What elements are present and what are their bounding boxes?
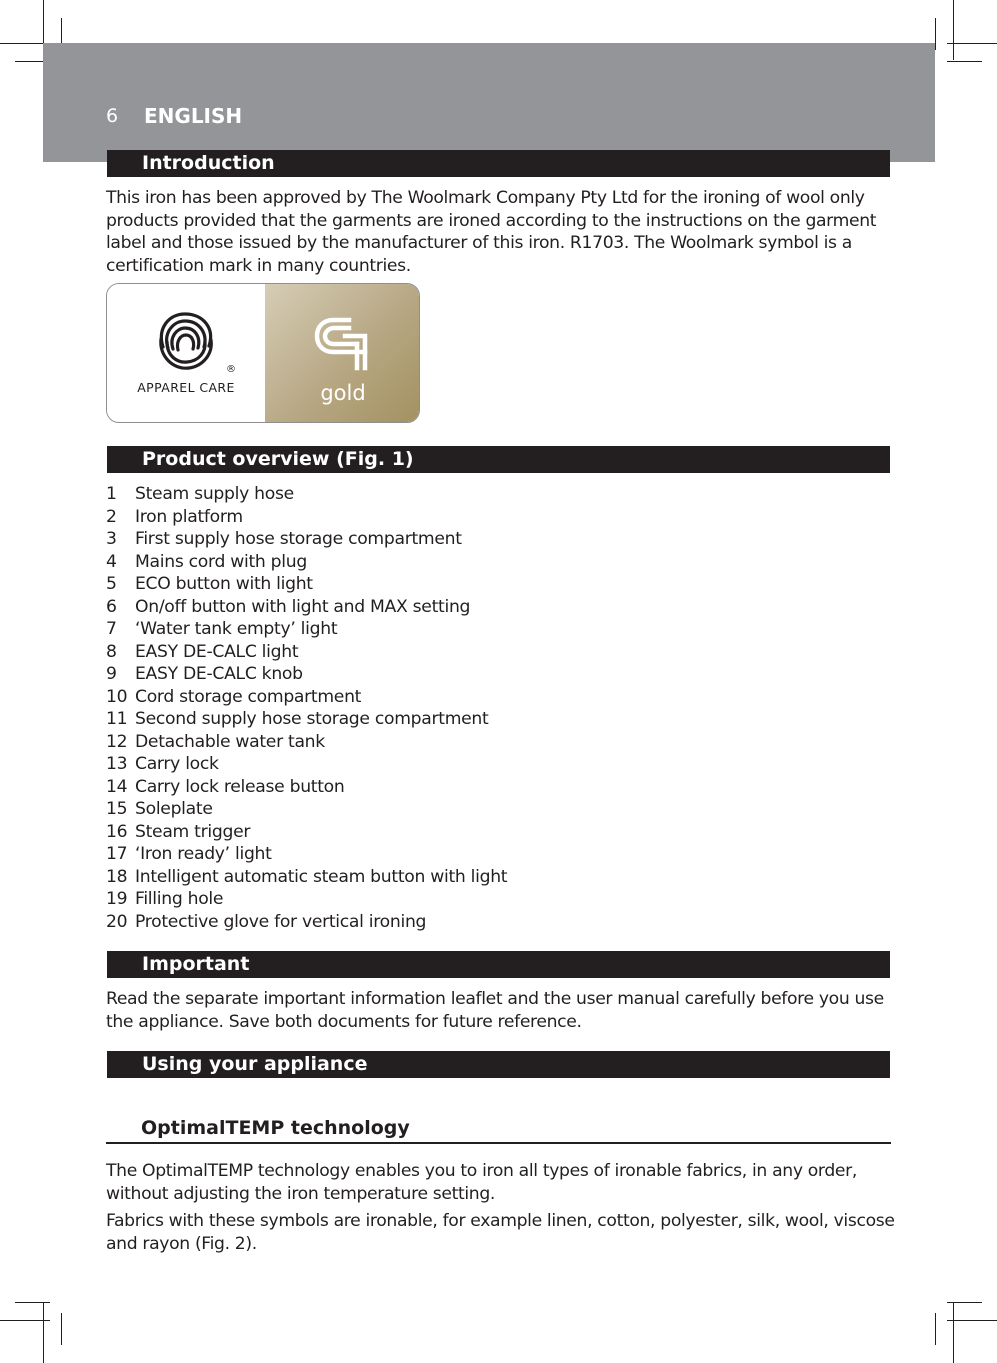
item-number: 7	[106, 619, 117, 639]
item-number: 8	[106, 641, 117, 662]
item-number: 4	[106, 551, 117, 572]
woolmark-logo	[106, 283, 420, 423]
item-label: ‘Iron ready’ light	[135, 844, 272, 864]
item-number: 20	[106, 911, 128, 932]
item-label: On/off button with light and MAX setting	[135, 596, 471, 617]
item-label: First supply hose storage compartment	[135, 529, 462, 549]
section-title: Using your appliance	[142, 1053, 368, 1075]
item-number: 16	[106, 821, 128, 842]
item-label: Second supply hose storage compartment	[135, 709, 489, 729]
gold-g-icon	[265, 284, 420, 384]
item-label: EASY DE-CALC light	[135, 641, 299, 662]
item-number: 5	[106, 574, 117, 594]
heading-rule	[106, 1142, 891, 1144]
section-title: Introduction	[142, 152, 275, 174]
crop-mark	[61, 1313, 62, 1345]
woolmark-apparel-care-panel	[107, 284, 265, 423]
language-label: ENGLISH	[144, 104, 243, 128]
item-label: Filling hole	[135, 889, 224, 909]
crop-mark	[947, 43, 997, 44]
crop-mark	[947, 1302, 982, 1303]
optimaltemp-paragraph-1: The OptimalTEMP technology enables you to iron all types of ironable fabrics, in any order, without adjusting the iron temperature setting.	[106, 1161, 857, 1204]
item-label: Protective glove for vertical ironing	[135, 911, 427, 932]
crop-mark	[935, 18, 936, 50]
item-number: 11	[106, 709, 128, 729]
section-title: Important	[142, 953, 250, 975]
page-number: 6	[106, 105, 119, 127]
item-label: Intelligent automatic steam button with light	[135, 866, 508, 887]
crop-mark	[15, 1302, 50, 1303]
section-bar-introduction	[107, 150, 890, 177]
item-number: 1	[106, 484, 117, 504]
item-number: 18	[106, 866, 128, 887]
item-number: 10	[106, 686, 128, 707]
item-label: Steam supply hose	[135, 484, 294, 504]
section-title: Product overview (Fig. 1)	[142, 448, 414, 470]
header-band	[43, 43, 935, 162]
item-number: 17	[106, 844, 128, 864]
registered-mark: ®	[226, 364, 236, 375]
crop-mark	[953, 0, 954, 60]
item-label: Iron platform	[135, 506, 243, 527]
item-number: 12	[106, 731, 128, 752]
crop-mark	[0, 1320, 50, 1321]
optimaltemp-heading: OptimalTEMP technology	[141, 1117, 410, 1139]
section-bar-using-appliance	[107, 1051, 890, 1078]
apparel-care-label: APPAREL CARE	[137, 380, 235, 395]
crop-mark	[935, 1313, 936, 1345]
intro-paragraph: This iron has been approved by The Woolmark Company Pty Ltd for the ironing of wool only products provided that the garments are ironed according to the instructions on the garment label and those issued by the manufacturer of this iron. R1703. The Woolmark symbol is a certification mark in many countries.	[106, 188, 877, 276]
item-label: ECO button with light	[135, 574, 313, 594]
woolmark-icon	[107, 284, 265, 384]
crop-mark	[43, 1303, 44, 1363]
important-paragraph: Read the separate important information leaflet and the user manual carefully before you use the appliance. Save both documents for future reference.	[106, 989, 884, 1032]
item-label: Mains cord with plug	[135, 551, 307, 572]
item-number: 14	[106, 776, 128, 797]
item-label: Detachable water tank	[135, 731, 325, 752]
item-number: 3	[106, 529, 117, 549]
item-number: 13	[106, 754, 128, 774]
woolmark-gold-panel	[265, 284, 420, 423]
gold-label: gold	[320, 381, 366, 405]
item-number: 6	[106, 596, 117, 617]
crop-mark	[953, 1303, 954, 1363]
section-bar-product-overview	[107, 446, 890, 473]
item-label: Carry lock release button	[135, 776, 345, 797]
item-label: Steam trigger	[135, 821, 251, 842]
item-label: ‘Water tank empty’ light	[135, 619, 338, 639]
crop-mark	[947, 61, 982, 62]
optimaltemp-paragraph-2: Fabrics with these symbols are ironable, for example linen, cotton, polyester, silk, wool, viscose and rayon (Fig. 2).	[106, 1211, 895, 1254]
crop-mark	[947, 1320, 997, 1321]
item-number: 19	[106, 889, 128, 909]
item-number: 15	[106, 799, 128, 819]
item-label: Soleplate	[135, 799, 213, 819]
item-label: Cord storage compartment	[135, 686, 362, 707]
item-number: 2	[106, 506, 117, 527]
item-number: 9	[106, 664, 117, 684]
item-label: EASY DE-CALC knob	[135, 664, 303, 684]
section-bar-important	[107, 951, 890, 978]
item-label: Carry lock	[135, 754, 219, 774]
